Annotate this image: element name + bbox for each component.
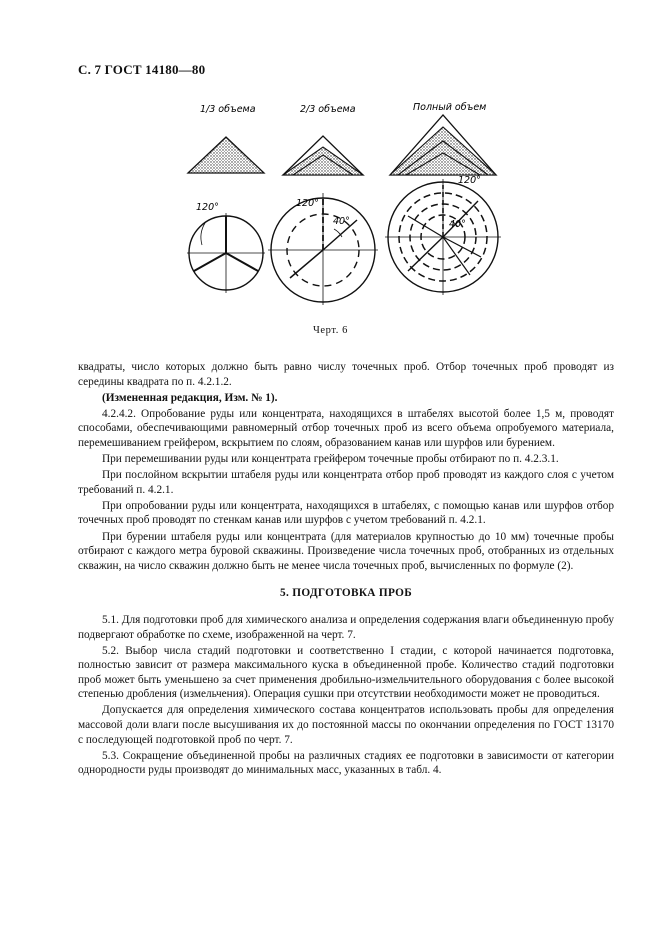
angle-label-4: 120° xyxy=(458,175,481,186)
angle-label-2: 120° xyxy=(296,198,319,209)
paragraph: Допускается для определения химического состава концентратов использовать пробы для определения массовой доли влаги после высушивания их до постоянной массы по окончании определения по ГОСТ 13170 с последующей подготовкой проб по черт. 7. xyxy=(78,704,614,746)
paragraph: 4.2.4.2. Опробование руды или концентрата, находящихся в штабелях высотой более 1,5 м, проводят способами, обеспечивающими равномерный отбор точечных проб из всего объема опробуемого материала, перемешиванием грейфером, вскрытием по слоям, образованием канав или шурфов или бурением. xyxy=(78,407,614,449)
plan-full xyxy=(385,179,501,295)
figure-caption: Черт. 6 xyxy=(312,325,349,336)
paragraph: 5.2. Выбор числа стадий подготовки и соответственно I стадии, с которой начинается подготовка, полностью зависит от размера максимального куска в объединенной пробе. Количество стадий подготовки проб может быть уменьшено за счет применения дробильно-измельчительного оборудования с более высокой степенью дробления (измельчения). Операция сушки при отсутствии необходимости может не проводиться. xyxy=(78,644,614,701)
label-two-thirds: 2/3 объема xyxy=(300,104,356,115)
paragraph: 5.3. Сокращение объединенной пробы на различных стадиях ее подготовки в зависимости от категории однородности руды производят до минимальных масс, указанных в табл. 4. xyxy=(78,749,614,777)
paragraph: 5.1. Для подготовки проб для химического анализа и определения содержания влаги объединенную пробу подвергают обработке по схеме, изображенной на черт. 7. xyxy=(78,613,614,641)
plan-one-third xyxy=(187,213,265,293)
angle-label-1: 120° xyxy=(196,202,219,213)
page-header: С. 7 ГОСТ 14180—80 xyxy=(78,62,206,77)
plan-two-thirds xyxy=(268,193,378,305)
pile-two-thirds xyxy=(283,136,363,175)
paragraph: При опробовании руды или концентрата, находящихся в штабелях, с помощью канав или шурфов отбор точечных проб проводят по стенкам канав или шурфов с учетом требований п. 4.2.1. xyxy=(78,499,614,527)
pile-full xyxy=(390,115,496,175)
paragraph: При перемешивании руды или концентрата грейфером точечные пробы отбирают по п. 4.2.3.1. xyxy=(102,453,559,466)
pile-one-third xyxy=(188,137,264,173)
label-one-third: 1/3 объема xyxy=(200,104,256,115)
paragraph: квадраты, число которых должно быть равно числу точечных проб. Отбор точечных проб проводят из середины квадрата по п. 4.2.1.2. xyxy=(78,361,614,388)
paragraph: При послойном вскрытии штабеля руды или концентрата отбор проб проводят из каждого слоя с учетом требований п. 4.2.1. xyxy=(78,469,614,496)
angle-label-3: 40° xyxy=(333,216,350,227)
amendment-note: (Измененная редакция, Изм. № 1). xyxy=(102,391,278,404)
label-full: Полный объем xyxy=(413,102,487,113)
stockpile-sampling-figure xyxy=(0,95,661,305)
section-title: 5. ПОДГОТОВКА ПРОБ xyxy=(280,587,412,600)
angle-label-5: 40° xyxy=(449,219,466,230)
paragraph: При бурении штабеля руды или концентрата (для материалов крупностью до 10 мм) точечные пробы отбирают с каждого метра буровой скважины. Произведение числа точечных проб, отобранных из отдельных скважин, на число скважин должно быть не менее числа точечных проб, вычисленных по формуле (2). xyxy=(78,530,614,572)
document-body xyxy=(78,360,614,779)
